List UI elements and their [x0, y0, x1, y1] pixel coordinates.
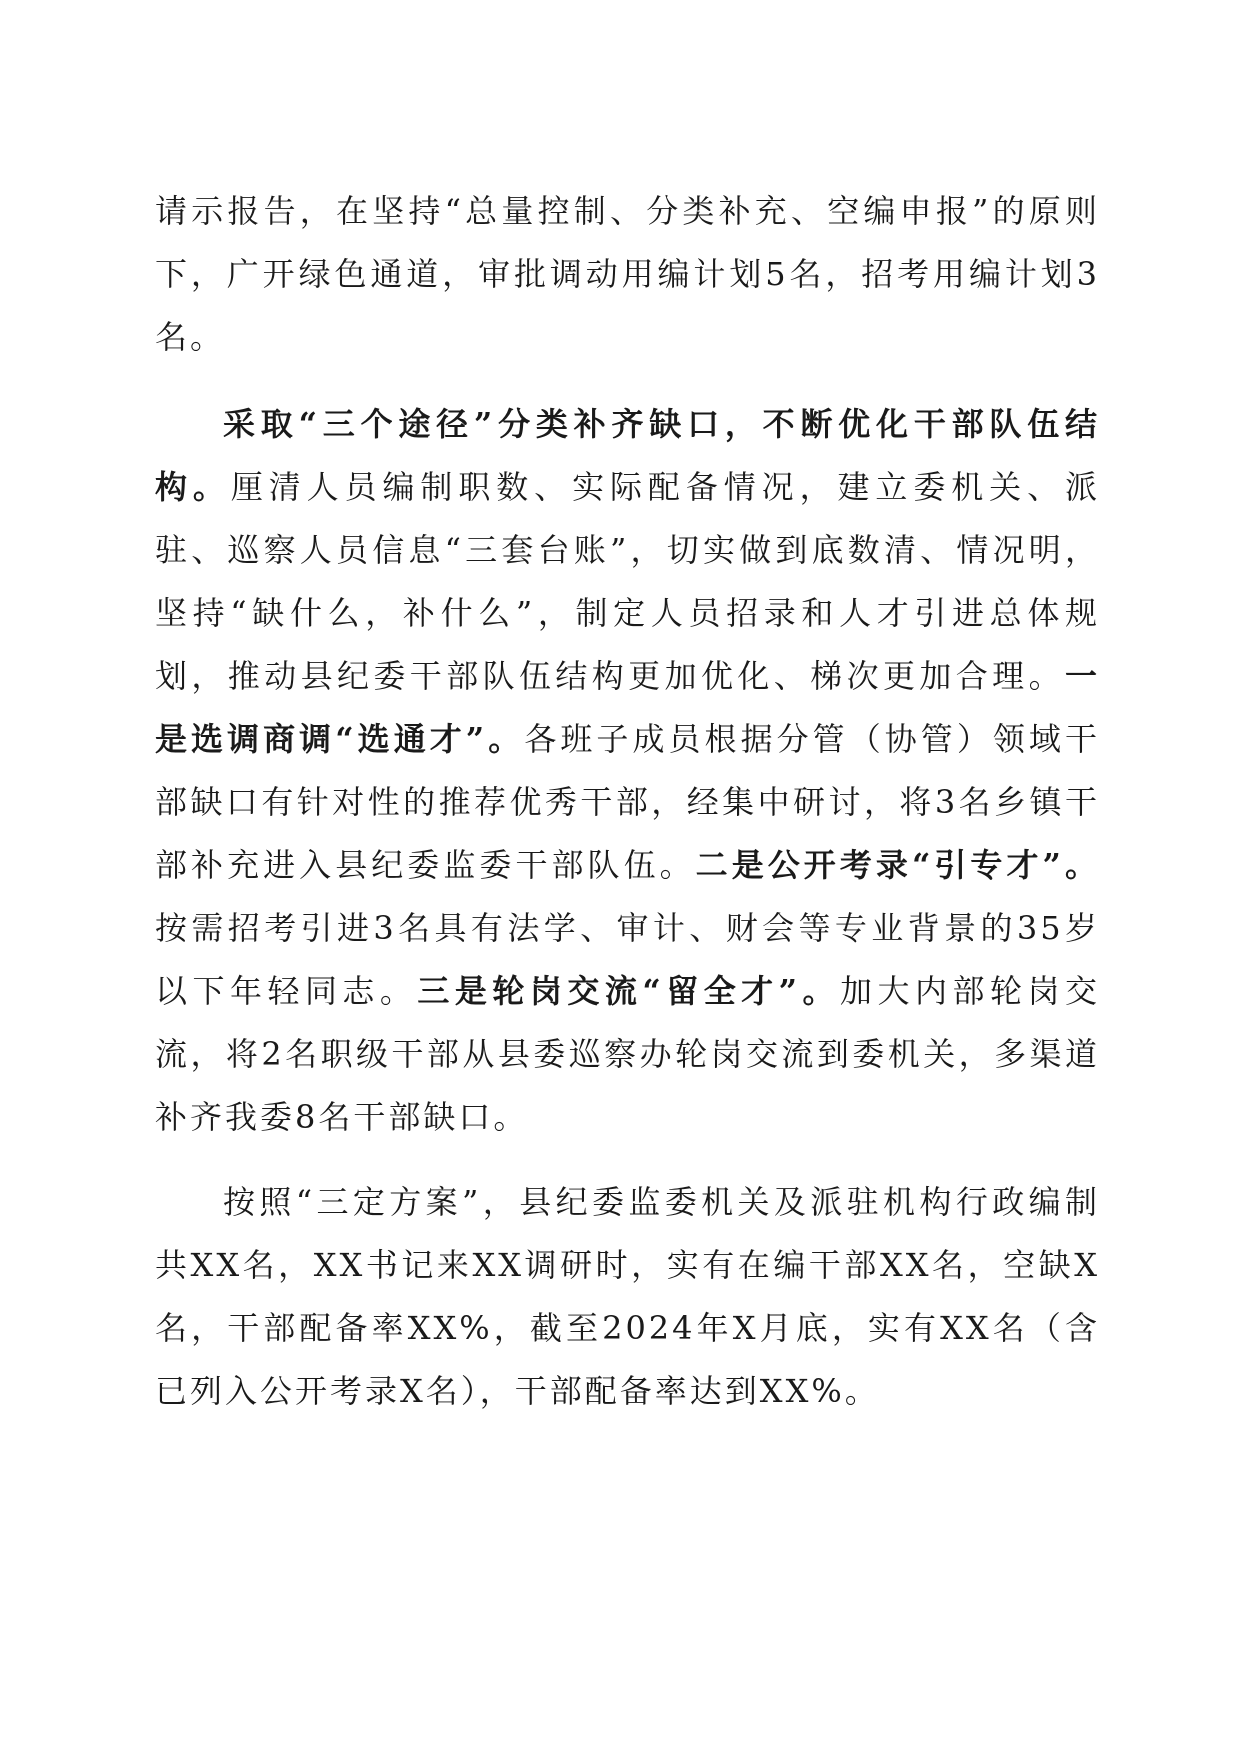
- point-heading-2: 二是公开考录“引专才”。: [695, 846, 1100, 884]
- paragraph-1: [155, 180, 1100, 369]
- point-heading-3: 三是轮岗交流“留全才”。: [417, 972, 841, 1010]
- paragraph-text: 厘清人员编制职数、实际配备情况，建立委机关、派驻、巡察人员信息“三套台账”，切实做到底数清、情况明，坚持“缺什么，补什么”，制定人员招录和人才引进总体规划，推动县纪委干部队伍结构更加优化、梯次更加合理。: [155, 468, 1100, 695]
- section-heading-three-paths: 采取“三个途径”分类补齐缺口，不断优化干部队伍结构。: [155, 405, 1100, 506]
- document-body: [155, 180, 1100, 1423]
- paragraph-text: 按需招考引进3名具有法学、审计、财会等专业背景的35岁以下年轻同志。: [155, 909, 1100, 1010]
- paragraph-2: [155, 393, 1100, 1149]
- point-heading-1: 一是选调商调“选通才”。: [155, 657, 1100, 758]
- paragraph-text: 加大内部轮岗交流，将2名职级干部从县委巡察办轮岗交流到委机关，多渠道补齐我委8名干部缺口。: [155, 972, 1100, 1136]
- paragraph-3: [155, 1171, 1100, 1423]
- paragraph-text: 请示报告，在坚持“总量控制、分类补充、空编申报”的原则下，广开绿色通道，审批调动用编计划5名，招考用编计划3名。: [155, 192, 1100, 356]
- paragraph-text: 按照“三定方案”，县纪委监委机关及派驻机构行政编制共XX名，XX书记来XX调研时，实有在编干部XX名，空缺X名，干部配备率XX%，截至2024年X月底，实有XX名（含已列入公开考录X名），干部配备率达到XX%。: [155, 1183, 1100, 1410]
- paragraph-text: 各班子成员根据分管（协管）领域干部缺口有针对性的推荐优秀干部，经集中研讨，将3名乡镇干部补充进入县纪委监委干部队伍。: [155, 720, 1100, 884]
